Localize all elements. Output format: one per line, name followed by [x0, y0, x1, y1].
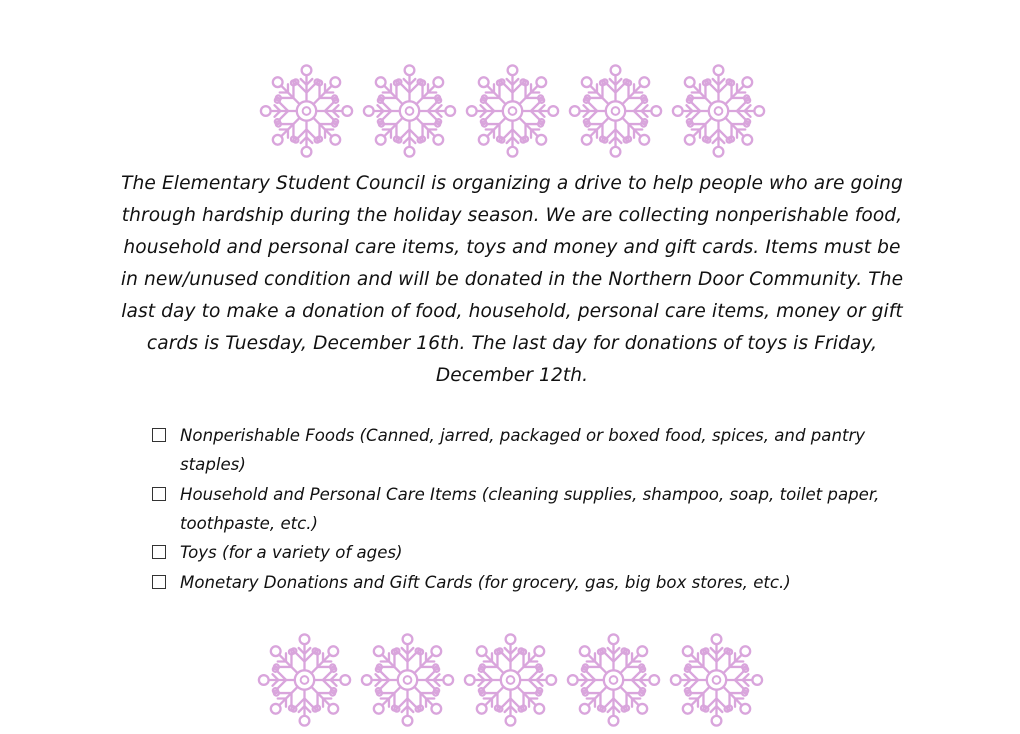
snowflake-icon — [668, 630, 765, 730]
snowflake-icon — [670, 61, 767, 161]
snowflake-icon — [565, 630, 662, 730]
checkbox[interactable] — [152, 428, 166, 442]
snowflake-border-bottom — [0, 630, 1020, 730]
checklist-item-label: Monetary Donations and Gift Cards (for grocery, gas, big box stores, etc.) — [180, 572, 791, 592]
snowflake-border-top — [0, 61, 1020, 161]
checklist-item-label: Nonperishable Foods (Canned, jarred, packaged or boxed food, spices, and pantry staples) — [180, 426, 866, 474]
intro-paragraph: The Elementary Student Council is organizing a drive to help people who are going through hardship during the holiday season. We are collecting nonperishable food, household and personal care items, toys and money and gift cards. Items must be in new/unused condition and will be donated in the Northern Door Community. The last day to make a donation of food, household, personal care items, money or gift cards is Tuesday, December 16th. The last day for donations of toys is Friday, December 12th. — [120, 173, 904, 386]
snowflake-icon — [256, 630, 353, 730]
checklist-item — [152, 421, 912, 479]
checkbox[interactable] — [152, 545, 166, 559]
snowflake-icon — [462, 630, 559, 730]
checklist-item-label: Household and Personal Care Items (cleaning supplies, shampoo, soap, toilet paper, toothpaste, etc.) — [180, 484, 880, 533]
checklist-item — [152, 568, 912, 597]
checklist-item-label: Toys (for a variety of ages) — [180, 543, 403, 562]
donation-checklist — [152, 421, 912, 597]
checkbox[interactable] — [152, 487, 166, 501]
snowflake-icon — [567, 61, 664, 161]
checkbox[interactable] — [152, 575, 166, 589]
snowflake-icon — [464, 61, 561, 161]
snowflake-icon — [361, 61, 458, 161]
checklist-item — [152, 538, 912, 567]
checklist-item — [152, 480, 912, 538]
snowflake-icon — [258, 61, 355, 161]
snowflake-icon — [359, 630, 456, 730]
